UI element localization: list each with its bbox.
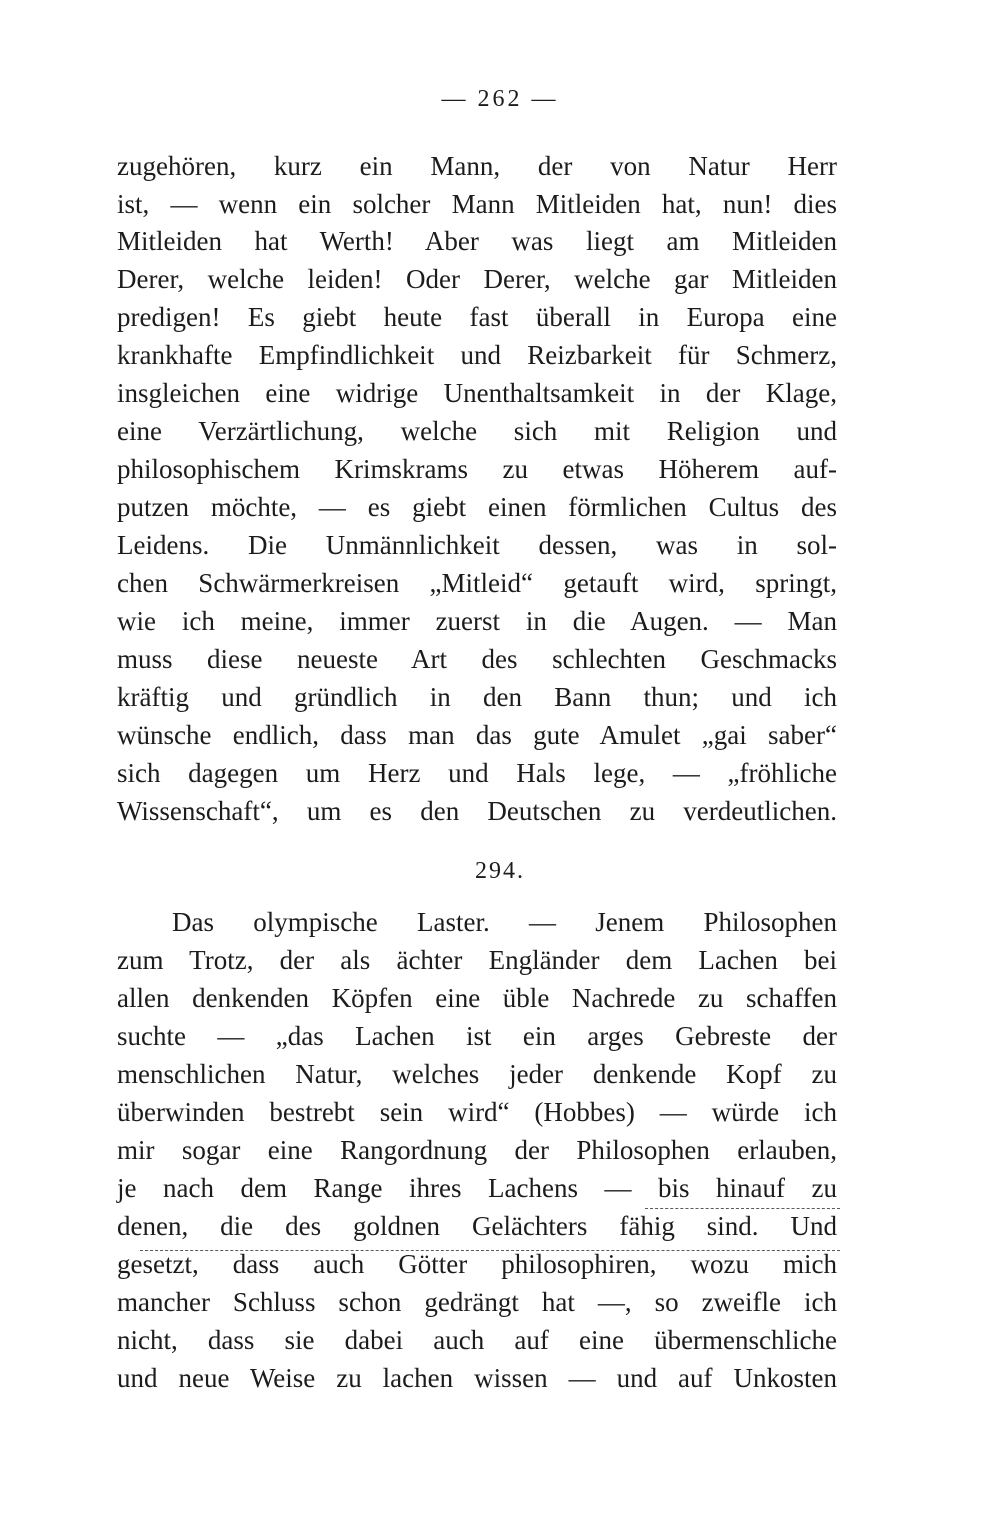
text-line: mir sogar eine Rangordnung der Philosophen erlauben, [117, 1135, 837, 1165]
text-line: sich dagegen um Herz und Hals lege, — „fröhliche [117, 758, 837, 788]
text-line: je nach dem Range ihres Lachens — bis hinauf zu [117, 1173, 837, 1203]
text-line: überwinden bestrebt sein wird“ (Hobbes) — würde ich [117, 1097, 837, 1127]
text-line: putzen möchte, — es giebt einen förmlichen Cultus des [117, 492, 837, 522]
text-line: philosophischem Krimskrams zu etwas Höherem auf- [117, 454, 837, 484]
text-line: insgleichen eine widrige Unenthaltsamkeit in der Klage, [117, 378, 837, 408]
text-line: nicht, dass sie dabei auch auf eine übermenschliche [117, 1325, 837, 1355]
text-line: chen Schwärmerkreisen „Mitleid“ getauft wird, springt, [117, 568, 837, 598]
text-line: Leidens. Die Unmännlichkeit dessen, was in sol- [117, 530, 837, 560]
text-line: eine Verzärtlichung, welche sich mit Religion und [117, 416, 837, 446]
text-line: gesetzt, dass auch Götter philosophiren, wozu mich [117, 1249, 837, 1279]
text-line: denen, die des goldnen Gelächters fähig sind. Und [117, 1211, 837, 1241]
text-line: allen denkenden Köpfen eine üble Nachrede zu schaffen [117, 983, 837, 1013]
pencil-underline [140, 1250, 840, 1251]
text-line: muss diese neueste Art des schlechten Geschmacks [117, 644, 837, 674]
text-line: predigen! Es giebt heute fast überall in Europa eine [117, 302, 837, 332]
text-line: kräftig und gründlich in den Bann thun; und ich [117, 682, 837, 712]
text-line: Wissenschaft“, um es den Deutschen zu verdeutlichen. [117, 796, 837, 826]
text-line: zugehören, kurz ein Mann, der von Natur Herr [117, 151, 837, 181]
text-line: wünsche endlich, dass man das gute Amulet „gai saber“ [117, 720, 837, 750]
text-line: Das olympische Laster. — Jenem Philosophen [172, 907, 837, 937]
text-line: und neue Weise zu lachen wissen — und auf Unkosten [117, 1363, 837, 1393]
text-line: Derer, welche leiden! Oder Derer, welche gar Mitleiden [117, 264, 837, 294]
text-line: suchte — „das Lachen ist ein arges Gebreste der [117, 1021, 837, 1051]
text-line: krankhafte Empfindlichkeit und Reizbarkeit für Schmerz, [117, 340, 837, 370]
text-line: mancher Schluss schon gedrängt hat —, so zweifle ich [117, 1287, 837, 1317]
text-line: zum Trotz, der als ächter Engländer dem Lachen bei [117, 945, 837, 975]
pencil-underline [645, 1208, 840, 1209]
page-number: — 262 — [441, 86, 559, 112]
text-line: ist, — wenn ein solcher Mann Mitleiden hat, nun! dies [117, 189, 837, 219]
section-number: 294. [475, 858, 525, 884]
text-line: wie ich meine, immer zuerst in die Augen. — Man [117, 606, 837, 636]
text-line: Mitleiden hat Werth! Aber was liegt am Mitleiden [117, 226, 837, 256]
text-line: menschlichen Natur, welches jeder denkende Kopf zu [117, 1059, 837, 1089]
